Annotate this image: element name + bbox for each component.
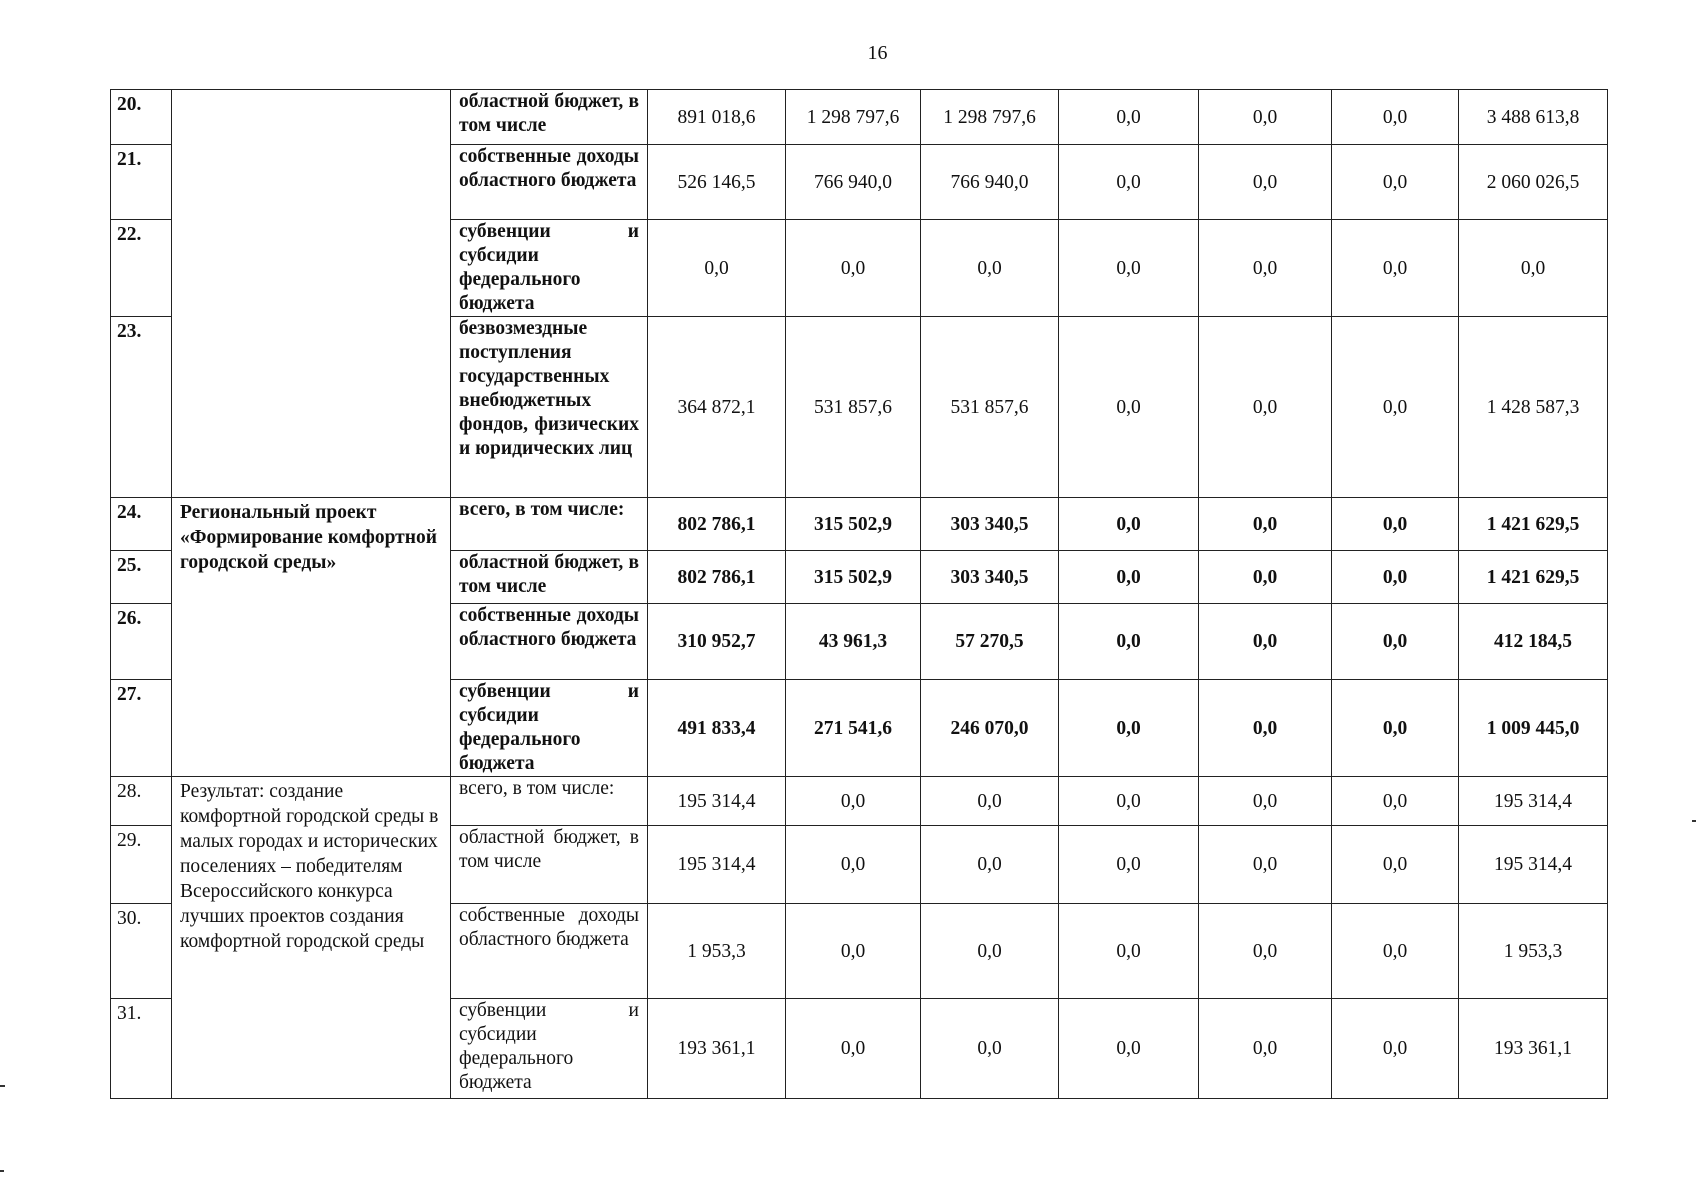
scan-mark [0, 1085, 5, 1087]
scan-mark [1692, 820, 1696, 822]
value-cell: 310 952,7 [648, 604, 786, 680]
row-number: 26. [111, 604, 172, 680]
funding-source-label: областной бюджет, в том числе [451, 551, 648, 604]
value-cell: 195 314,4 [648, 826, 786, 904]
value-cell: 0,0 [921, 777, 1059, 826]
value-cell: 0,0 [1199, 999, 1332, 1099]
total-value-cell: 193 361,1 [1459, 999, 1608, 1099]
value-cell: 766 940,0 [786, 145, 921, 220]
value-cell: 0,0 [1059, 777, 1199, 826]
row-number: 20. [111, 90, 172, 145]
value-cell: 0,0 [1059, 220, 1199, 317]
value-cell: 0,0 [1332, 90, 1459, 145]
funding-source-label: областной бюджет, в том числе [451, 826, 648, 904]
value-cell: 0,0 [1332, 999, 1459, 1099]
row-number: 31. [111, 999, 172, 1099]
row-number: 24. [111, 498, 172, 551]
scan-mark [0, 1170, 4, 1172]
value-cell: 0,0 [786, 999, 921, 1099]
value-cell: 0,0 [1199, 551, 1332, 604]
value-cell: 303 340,5 [921, 551, 1059, 604]
value-cell: 0,0 [1059, 604, 1199, 680]
value-cell: 1 298 797,6 [921, 90, 1059, 145]
value-cell: 315 502,9 [786, 498, 921, 551]
value-cell: 0,0 [1199, 317, 1332, 498]
total-value-cell: 1 953,3 [1459, 904, 1608, 999]
total-value-cell: 195 314,4 [1459, 777, 1608, 826]
value-cell: 0,0 [786, 777, 921, 826]
value-cell: 0,0 [1059, 498, 1199, 551]
value-cell: 0,0 [1199, 826, 1332, 904]
value-cell: 0,0 [1332, 220, 1459, 317]
value-cell: 0,0 [1059, 145, 1199, 220]
total-value-cell: 195 314,4 [1459, 826, 1608, 904]
funding-source-label: субвенции и субсидии федерального бюджета [451, 999, 648, 1099]
row-number: 25. [111, 551, 172, 604]
funding-source-label: безвозмездные поступления государственных внебюджетных фондов, физических и юридических лиц [451, 317, 648, 498]
page-number: 16 [867, 42, 888, 64]
row-number: 22. [111, 220, 172, 317]
value-cell: 0,0 [1332, 680, 1459, 777]
row-number: 23. [111, 317, 172, 498]
value-cell: 0,0 [1059, 904, 1199, 999]
funding-source-label: собственные доходы областного бюджета [451, 604, 648, 680]
total-value-cell: 0,0 [1459, 220, 1608, 317]
value-cell: 0,0 [1199, 145, 1332, 220]
value-cell: 0,0 [1059, 551, 1199, 604]
value-cell: 0,0 [1332, 604, 1459, 680]
value-cell: 0,0 [1199, 777, 1332, 826]
funding-source-label: областной бюджет, в том числе [451, 90, 648, 145]
value-cell: 0,0 [1332, 145, 1459, 220]
value-cell: 531 857,6 [786, 317, 921, 498]
value-cell: 0,0 [1332, 498, 1459, 551]
funding-source-label: субвенции и субсидии федерального бюджета [451, 680, 648, 777]
value-cell: 315 502,9 [786, 551, 921, 604]
value-cell: 193 361,1 [648, 999, 786, 1099]
value-cell: 0,0 [1332, 826, 1459, 904]
value-cell: 0,0 [921, 220, 1059, 317]
funding-source-label: всего, в том числе: [451, 777, 648, 826]
value-cell: 766 940,0 [921, 145, 1059, 220]
value-cell: 43 961,3 [786, 604, 921, 680]
total-value-cell: 1 421 629,5 [1459, 551, 1608, 604]
value-cell: 1 298 797,6 [786, 90, 921, 145]
value-cell: 0,0 [921, 904, 1059, 999]
value-cell: 0,0 [1199, 904, 1332, 999]
value-cell: 0,0 [1199, 604, 1332, 680]
value-cell: 0,0 [921, 826, 1059, 904]
value-cell: 246 070,0 [921, 680, 1059, 777]
value-cell: 0,0 [786, 826, 921, 904]
value-cell: 195 314,4 [648, 777, 786, 826]
total-value-cell: 412 184,5 [1459, 604, 1608, 680]
total-value-cell: 1 421 629,5 [1459, 498, 1608, 551]
value-cell: 0,0 [1199, 680, 1332, 777]
value-cell: 0,0 [1059, 90, 1199, 145]
value-cell: 0,0 [1199, 90, 1332, 145]
value-cell: 0,0 [921, 999, 1059, 1099]
value-cell: 802 786,1 [648, 498, 786, 551]
value-cell: 1 953,3 [648, 904, 786, 999]
row-group-description [172, 90, 451, 498]
funding-source-label: субвенции и субсидии федерального бюджета [451, 220, 648, 317]
value-cell: 0,0 [1059, 999, 1199, 1099]
value-cell: 0,0 [648, 220, 786, 317]
value-cell: 0,0 [1059, 317, 1199, 498]
value-cell: 0,0 [1332, 551, 1459, 604]
row-number: 21. [111, 145, 172, 220]
table-row [111, 498, 1608, 551]
value-cell: 491 833,4 [648, 680, 786, 777]
value-cell: 0,0 [786, 904, 921, 999]
row-group-description: Результат: создание комфортной городской среды в малых городах и исторических поселениях – победителям Всероссийского конкурса лучших проектов создания комфортной городской среды [172, 777, 451, 1099]
value-cell: 0,0 [1332, 317, 1459, 498]
value-cell: 0,0 [1199, 220, 1332, 317]
value-cell: 0,0 [1059, 680, 1199, 777]
row-number: 28. [111, 777, 172, 826]
row-number: 30. [111, 904, 172, 999]
funding-source-label: собственные доходы областного бюджета [451, 145, 648, 220]
value-cell: 0,0 [786, 220, 921, 317]
value-cell: 0,0 [1332, 904, 1459, 999]
value-cell: 57 270,5 [921, 604, 1059, 680]
row-group-description: Региональный проект «Формирование комфортной городской среды» [172, 498, 451, 777]
value-cell: 0,0 [1199, 498, 1332, 551]
value-cell: 526 146,5 [648, 145, 786, 220]
table-row [111, 777, 1608, 826]
value-cell: 0,0 [1332, 777, 1459, 826]
total-value-cell: 2 060 026,5 [1459, 145, 1608, 220]
table-row [111, 90, 1608, 145]
value-cell: 364 872,1 [648, 317, 786, 498]
value-cell: 0,0 [1059, 826, 1199, 904]
funding-source-label: собственные доходы областного бюджета [451, 904, 648, 999]
total-value-cell: 1 009 445,0 [1459, 680, 1608, 777]
value-cell: 802 786,1 [648, 551, 786, 604]
row-number: 27. [111, 680, 172, 777]
funding-source-label: всего, в том числе: [451, 498, 648, 551]
value-cell: 271 541,6 [786, 680, 921, 777]
budget-table [110, 89, 1608, 1099]
value-cell: 891 018,6 [648, 90, 786, 145]
total-value-cell: 1 428 587,3 [1459, 317, 1608, 498]
value-cell: 531 857,6 [921, 317, 1059, 498]
total-value-cell: 3 488 613,8 [1459, 90, 1608, 145]
value-cell: 303 340,5 [921, 498, 1059, 551]
row-number: 29. [111, 826, 172, 904]
